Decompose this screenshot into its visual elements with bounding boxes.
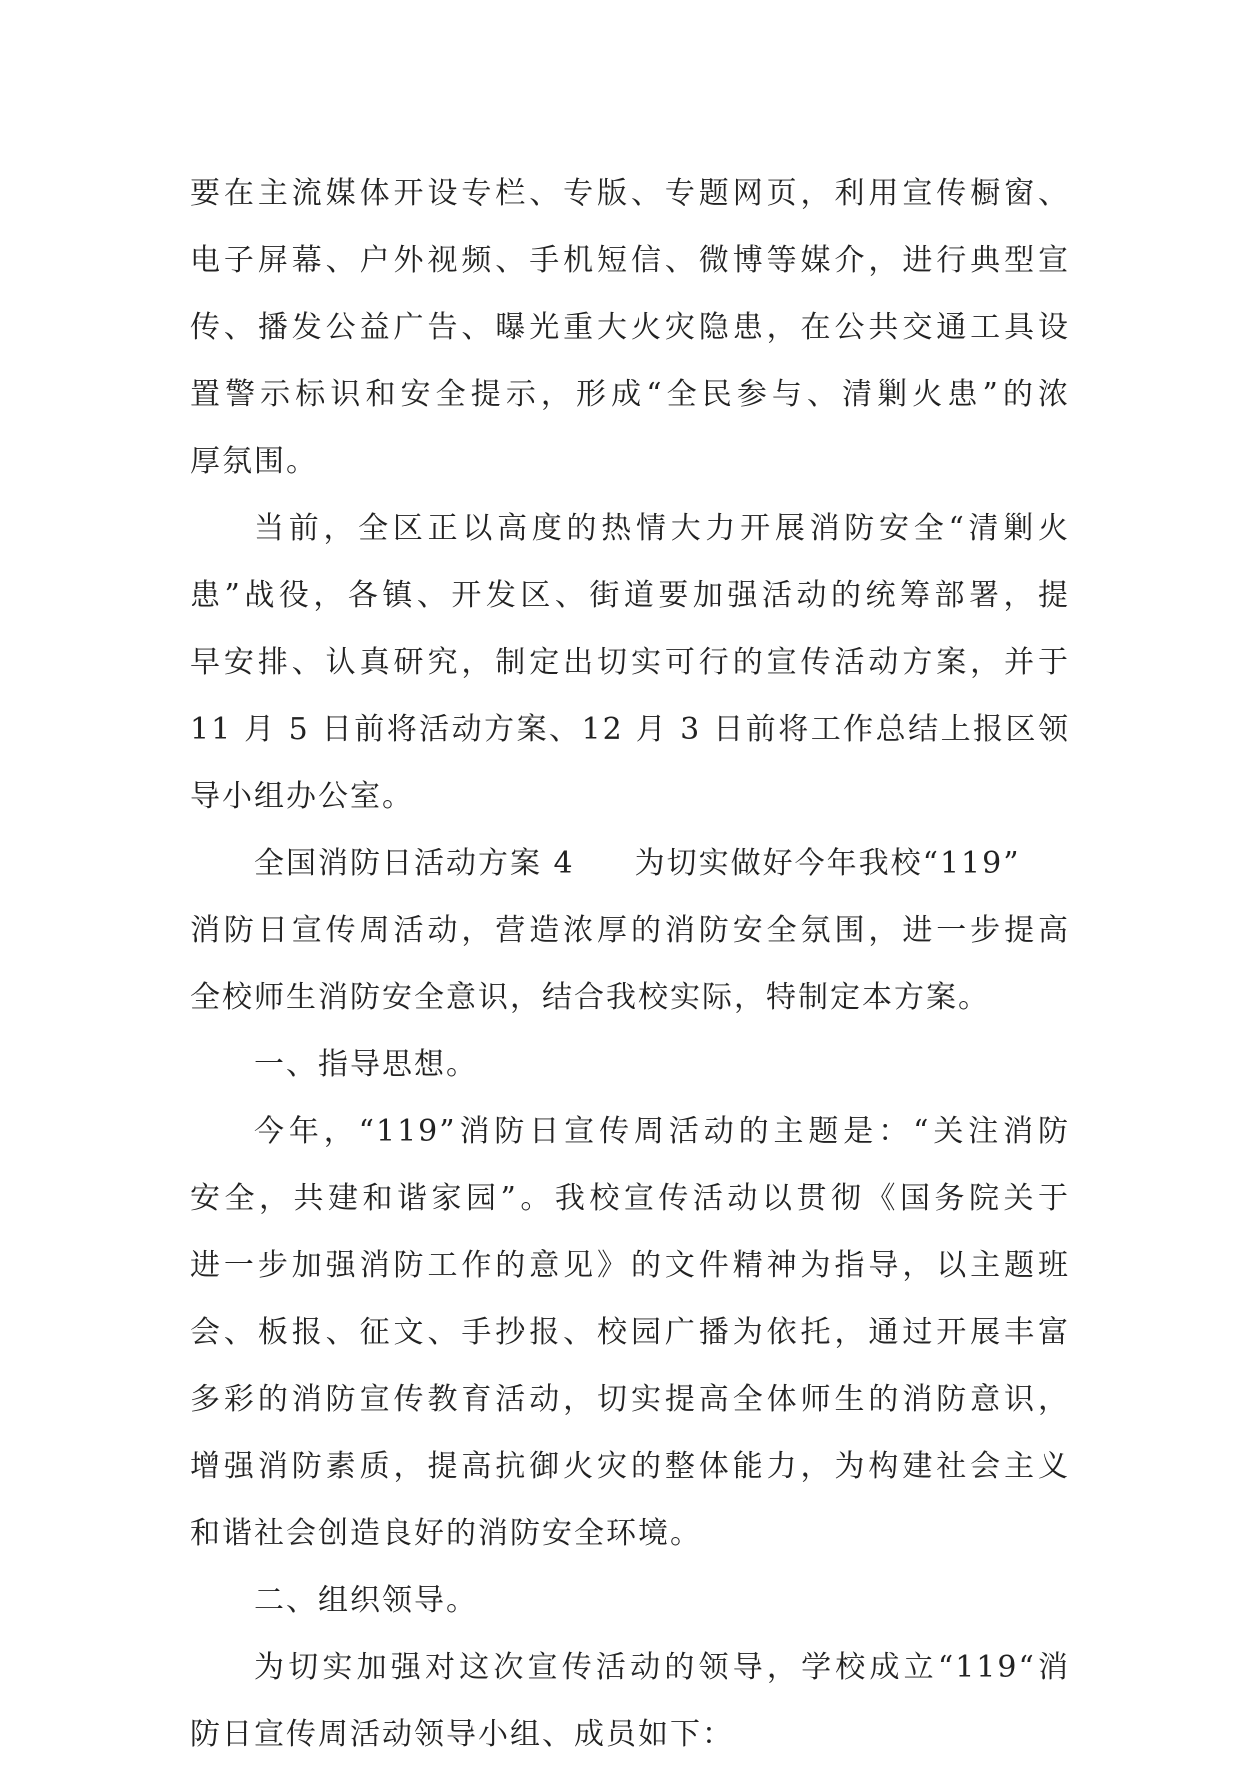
text-line: 传、播发公益广告、曝光重大火灾隐患，在公共交通工具设 bbox=[190, 310, 1070, 345]
document-body bbox=[190, 160, 1070, 1768]
text-line: 当前，全区正以高度的热情大力开展消防安全“清剿火 bbox=[254, 511, 1070, 546]
text-line: 防日宣传周活动领导小组、成员如下： bbox=[190, 1717, 734, 1752]
text-line: 今年，“119”消防日宣传周活动的主题是：“关注消防 bbox=[254, 1114, 1070, 1149]
text-line: 增强消防素质，提高抗御火灾的整体能力，为构建社会主义 bbox=[190, 1449, 1070, 1484]
text-line: 多彩的消防宣传教育活动，切实提高全体师生的消防意识， bbox=[190, 1382, 1070, 1417]
text-line: 11 月 5 日前将活动方案、12 月 3 日前将工作总结上报区领 bbox=[190, 712, 1070, 747]
text-line: 和谐社会创造良好的消防安全环境。 bbox=[190, 1516, 702, 1551]
text-line: 会、板报、征文、手抄报、校园广播为依托，通过开展丰富 bbox=[190, 1315, 1070, 1350]
paragraph bbox=[190, 160, 1070, 495]
text-line: 电子屏幕、户外视频、手机短信、微博等媒介，进行典型宣 bbox=[190, 243, 1070, 278]
paragraph bbox=[190, 1031, 1070, 1098]
text-line: 进一步加强消防工作的意见》的文件精神为指导，以主题班 bbox=[190, 1248, 1070, 1283]
paragraph bbox=[190, 1634, 1070, 1768]
paragraph bbox=[190, 1567, 1070, 1634]
text-line: 厚氛围。 bbox=[190, 444, 318, 479]
text-line: 导小组办公室。 bbox=[190, 779, 414, 814]
text-line: 要在主流媒体开设专栏、专版、专题网页，利用宣传橱窗、 bbox=[190, 176, 1070, 211]
text-line: 为切实加强对这次宣传活动的领导，学校成立“119“消 bbox=[254, 1650, 1070, 1685]
section-heading: 二、组织领导。 bbox=[254, 1583, 478, 1618]
paragraph bbox=[190, 830, 1070, 1031]
paragraph bbox=[190, 495, 1070, 830]
text-line: 患”战役，各镇、开发区、街道要加强活动的统筹部署，提 bbox=[190, 578, 1070, 613]
text-line: 置警示标识和安全提示，形成“全民参与、清剿火患”的浓 bbox=[190, 377, 1070, 412]
text-line: 消防日宣传周活动，营造浓厚的消防安全氛围，进一步提高 bbox=[190, 913, 1070, 948]
text-line bbox=[190, 830, 1070, 897]
text-line: 全校师生消防安全意识，结合我校实际，特制定本方案。 bbox=[190, 980, 990, 1015]
section-heading: 一、指导思想。 bbox=[254, 1047, 478, 1082]
section-heading: 全国消防日活动方案 4 bbox=[254, 846, 575, 881]
paragraph bbox=[190, 1098, 1070, 1567]
text-line: 安全，共建和谐家园”。我校宣传活动以贯彻《国务院关于 bbox=[190, 1181, 1070, 1216]
text-run: 为切实做好今年我校“119” bbox=[634, 846, 1021, 881]
text-line: 早安排、认真研究，制定出切实可行的宣传活动方案，并于 bbox=[190, 645, 1070, 680]
